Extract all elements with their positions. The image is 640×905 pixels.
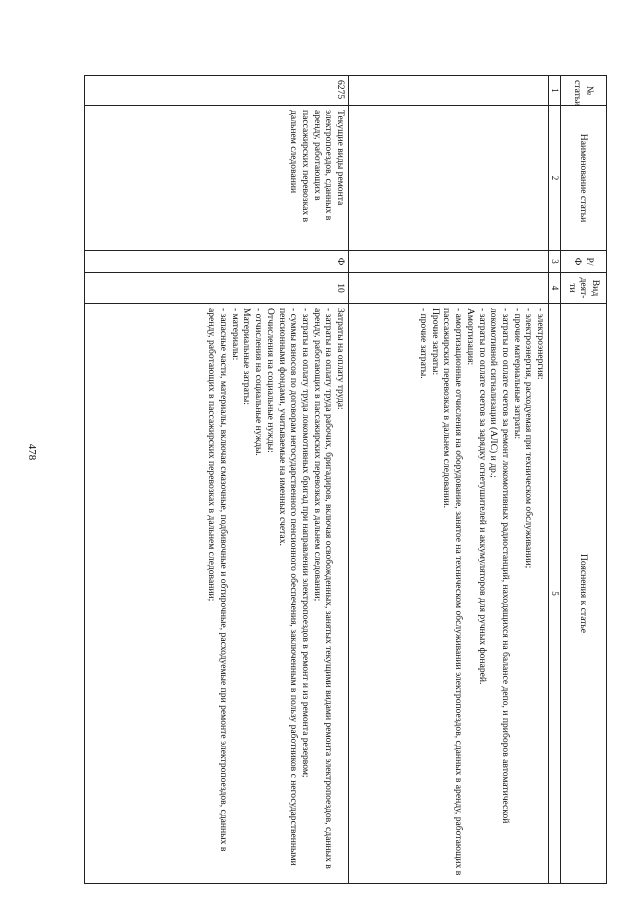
rotated-table-container: [85, 75, 607, 884]
item-name-cell: [349, 106, 549, 251]
explanation-line: - прочие материальные затраты:: [511, 308, 523, 440]
column-number: 5: [549, 304, 561, 884]
explanation-line: - суммы взносов по договорам негосударственного пенсионного обеспечения, заключенным в пользу работников с негосударственными пенсионными фондами, учитываемые на именных счетах.: [276, 308, 300, 866]
column-number: 3: [549, 251, 561, 273]
explanation-line: Отчисления на социальные нужды:: [264, 308, 276, 453]
item-number-cell: [349, 76, 549, 106]
column-number: 1: [549, 76, 561, 106]
table-row: [349, 76, 549, 884]
explanation-line: - запасные части, материалы, включая смазочные, подбивочные и обтирочные, расходуемые при ремонте электропоездов, сданных в аренду, работающих в пассажирских перевозках в дальнем следовании;: [206, 308, 229, 852]
activity-cell: 10: [85, 273, 349, 304]
explanation-line: Прочие затраты:: [429, 308, 441, 376]
explanation-line: - материалы:: [229, 308, 241, 361]
explanation-line: Амортизация:: [464, 308, 476, 366]
explanation-line: - амортизационные отчисления на оборудование, занятое на техническом обслуживании электропоездов, сданных в аренду, работающих в пассажирских перевозках в дальнем следовании.: [441, 308, 465, 876]
page-number: 478: [26, 443, 38, 461]
column-numbers-row: [549, 76, 561, 884]
explanation-cell: [85, 304, 349, 884]
header-rf: Р/ Ф: [561, 251, 607, 273]
explanation-line: Материальные затраты:: [241, 308, 253, 405]
header-explanation: Пояснения к статье: [561, 304, 607, 884]
column-number: 4: [549, 273, 561, 304]
explanation-line: - отчисления на социальные нужды.: [253, 308, 265, 456]
explanation-line: - затраты на оплату труда локомотивных бригад при направлении электропоездов в ремонт и из ремонта резервом;: [299, 308, 311, 778]
header-activity: Вид деят-ти: [561, 273, 607, 304]
table-row: [85, 76, 349, 884]
cost-items-table: [84, 75, 607, 884]
activity-cell: [349, 273, 549, 304]
column-number: 2: [549, 106, 561, 251]
explanation-line: - затраты по оплате счетов за ремонт локомотивных радиостанций, находящихся на балансе депо, и приборов автоматической локомотивной сигнализации (АЛС) и др.;: [488, 308, 511, 824]
explanation-cell: [349, 304, 549, 884]
explanation-line: - прочие затраты.: [418, 308, 429, 379]
header-item-number: № статьи: [561, 76, 607, 106]
header-item-name: Наименование статьи: [561, 106, 607, 251]
item-number-cell: 6275: [85, 76, 349, 106]
explanation-line: - электроэнергия, расходуемая при техническом обслуживании;: [523, 308, 535, 569]
rf-cell: [349, 251, 549, 273]
table-header-row: [561, 76, 607, 884]
explanation-line: - электроэнергия:: [535, 308, 547, 380]
item-name-cell: Текущие виды ремонта электропоездов, сданных в аренду, работающих в пассажирских перевозках в дальнем следовании: [85, 106, 349, 251]
explanation-line: Затраты на оплату труда:: [335, 308, 347, 410]
explanation-line: - затраты на оплату труда рабочих, бригадиров, включая освобожденных, занятых текущими видами ремонта электропоездов, сданных в аренду, работающих в пассажирских перевозках в дальнем следовании;: [311, 308, 335, 869]
rf-cell: Ф: [85, 251, 349, 273]
explanation-line: - затраты по оплате счетов за зарядку огнетушителей и аккумуляторов для ручных фонарей.: [476, 308, 488, 685]
